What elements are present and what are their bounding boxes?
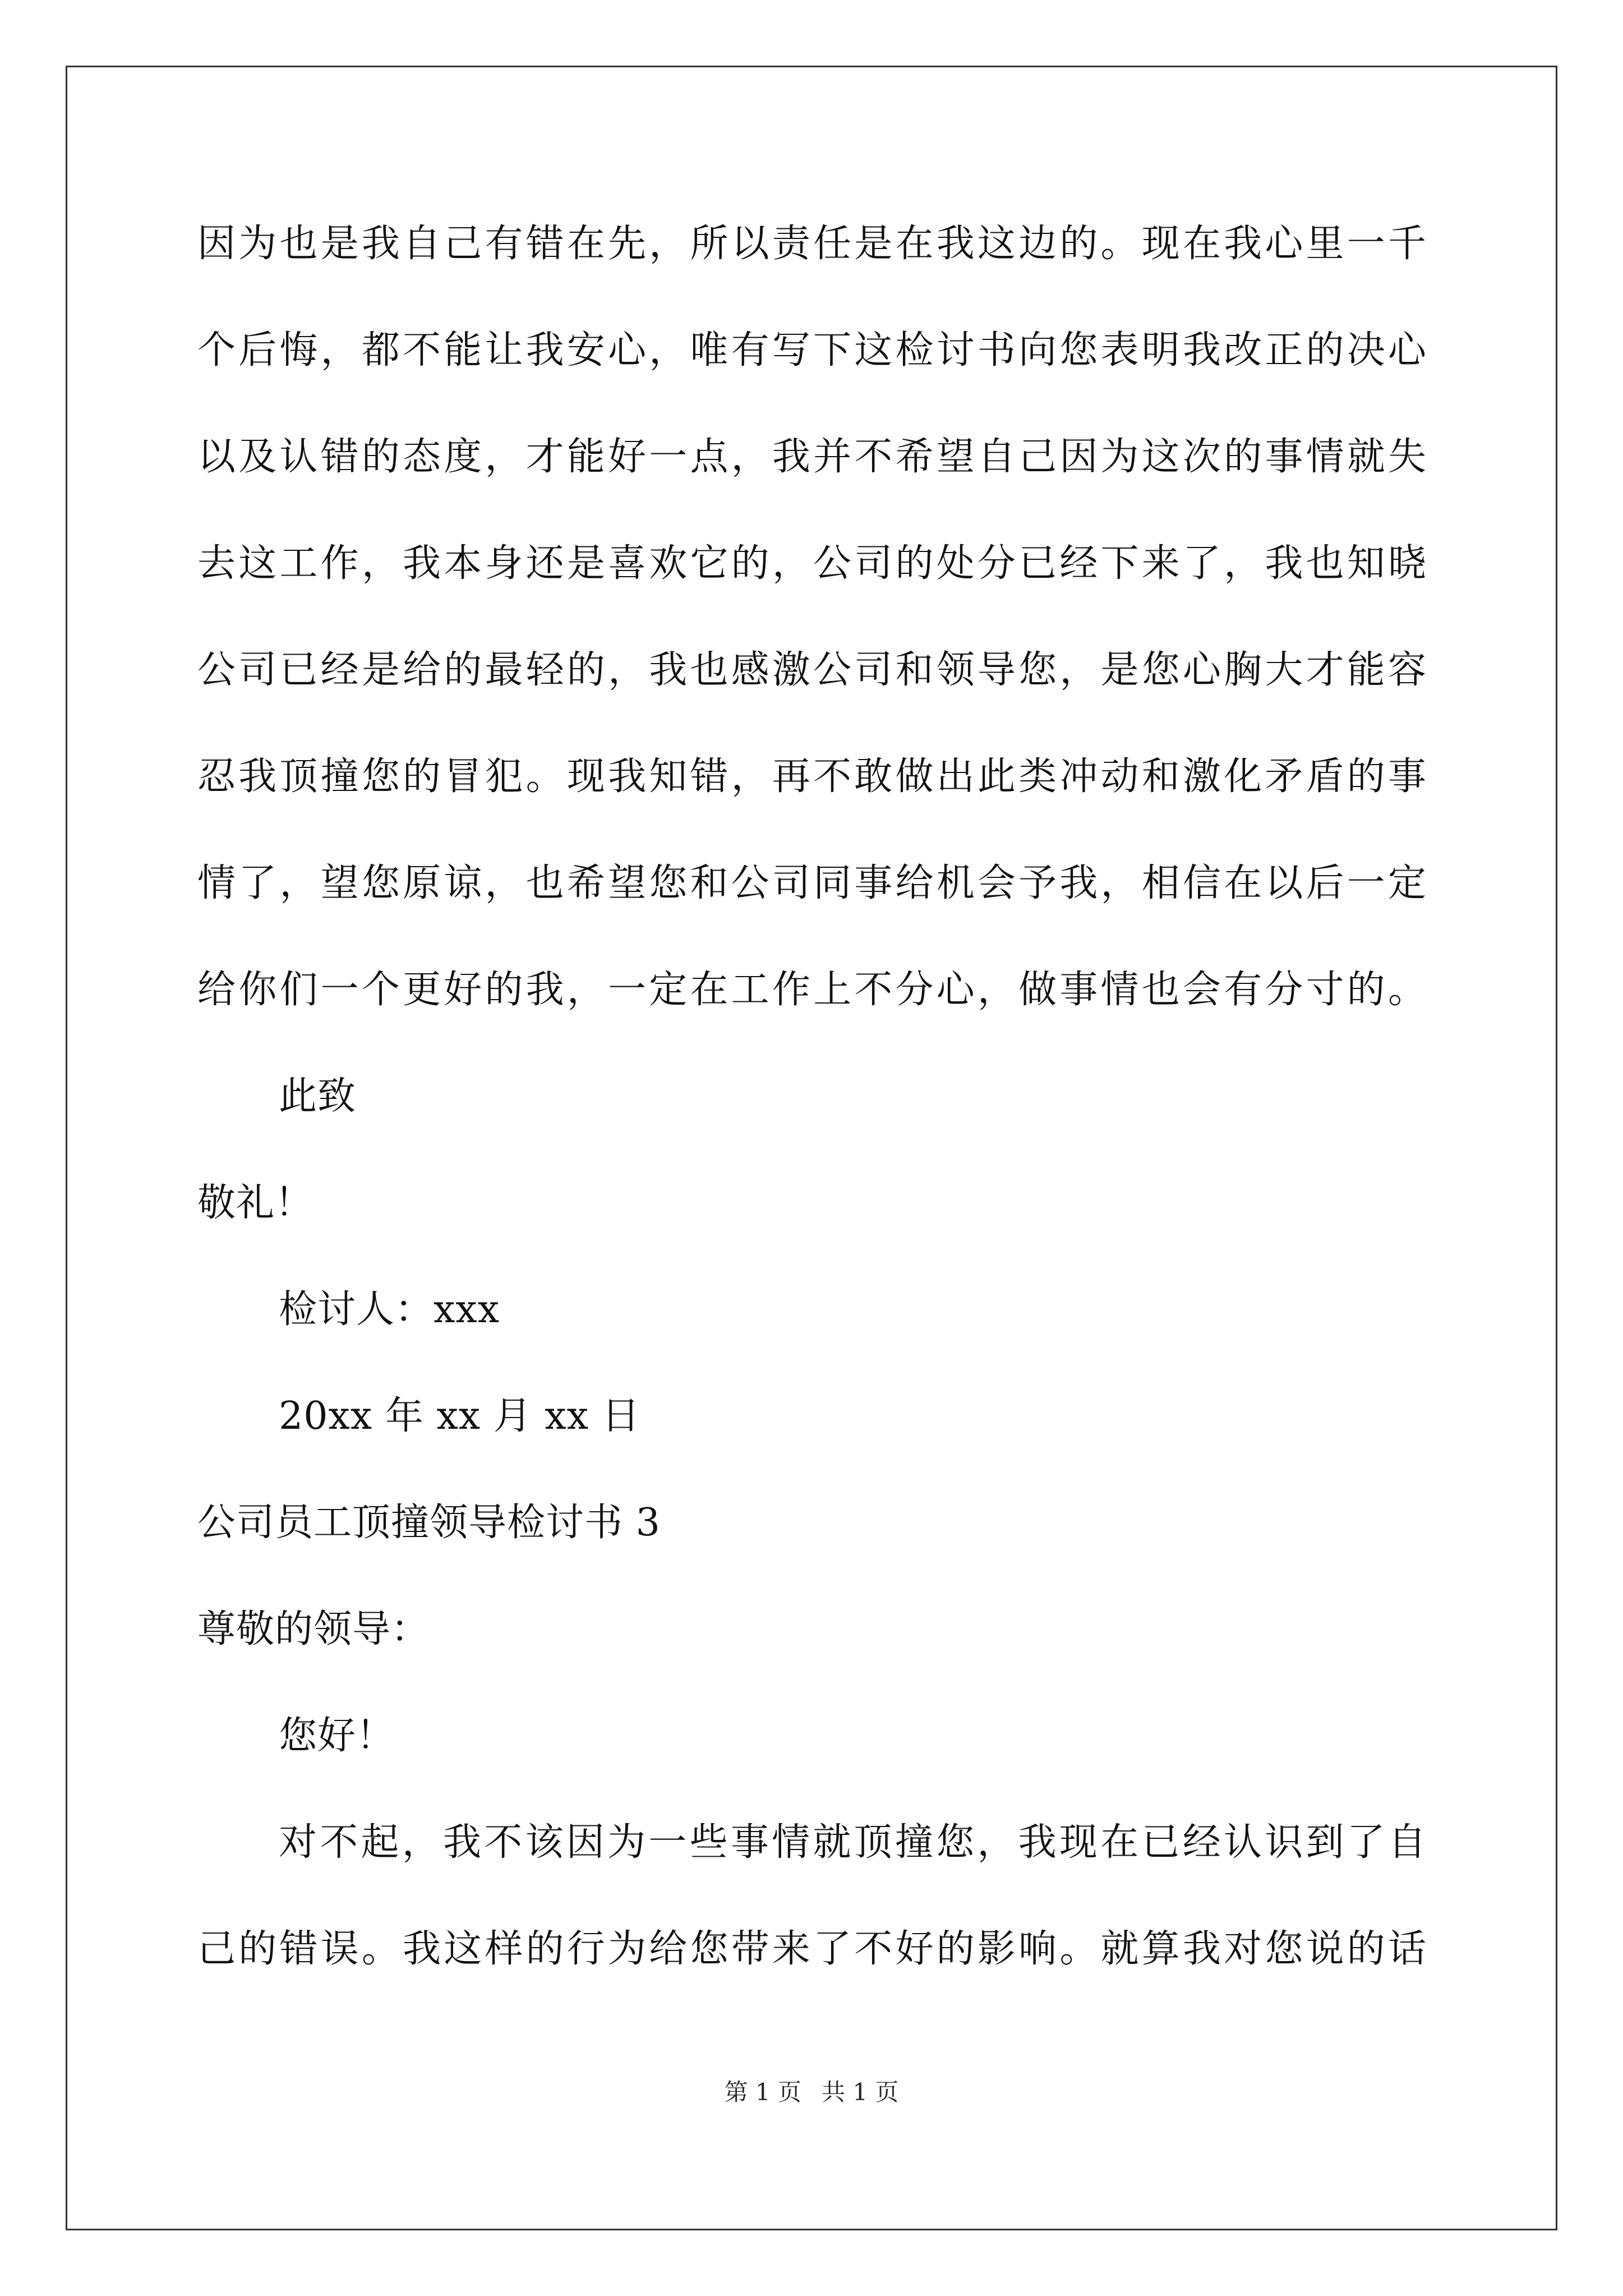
paragraph-line: 情了，望您原谅，也希望您和公司同事给机会予我，相信在以后一定 [197,861,1427,905]
paragraph-line: 忍我顶撞您的冒犯。现我知错，再不敢做出此类冲动和激化矛盾的事 [197,754,1427,799]
page-border [66,66,1557,2230]
paragraph-line: 给你们一个更好的我，一定在工作上不分心，做事情也会有分寸的。 [197,968,1427,1012]
section-title: 公司员工顶撞领导检讨书 3 [197,1501,661,1545]
paragraph-line: 对不起，我不该因为一些事情就顶撞您，我现在已经认识到了自 [279,1820,1427,1865]
signer-text: 检讨人：xxx [279,1287,500,1332]
date-text: 20xx 年 xx 月 xx 日 [279,1394,640,1438]
hello-text: 您好！ [279,1714,395,1758]
greeting-text: 尊敬的领导： [197,1607,430,1651]
salute-text: 敬礼！ [197,1181,314,1225]
paragraph-line: 因为也是我自己有错在先，所以责任是在我这边的。现在我心里一千 [197,222,1427,266]
paragraph-line: 己的错误。我这样的行为给您带来了不好的影响。就算我对您说的话 [197,1927,1427,1971]
paragraph-line: 个后悔，都不能让我安心，唯有写下这检讨书向您表明我改正的决心 [197,328,1427,372]
page-number: 第 1 页 [724,2078,801,2106]
page-total: 共 1 页 [822,2078,899,2106]
closing-text: 此致 [279,1074,357,1119]
paragraph-line: 以及认错的态度，才能好一点，我并不希望自己因为这次的事情就失 [197,435,1427,479]
paragraph-line: 去这工作，我本身还是喜欢它的，公司的处分已经下来了，我也知晓 [197,541,1427,586]
page-footer [0,2078,1623,2106]
paragraph-line: 公司已经是给的最轻的，我也感激公司和领导您，是您心胸大才能容 [197,648,1427,692]
